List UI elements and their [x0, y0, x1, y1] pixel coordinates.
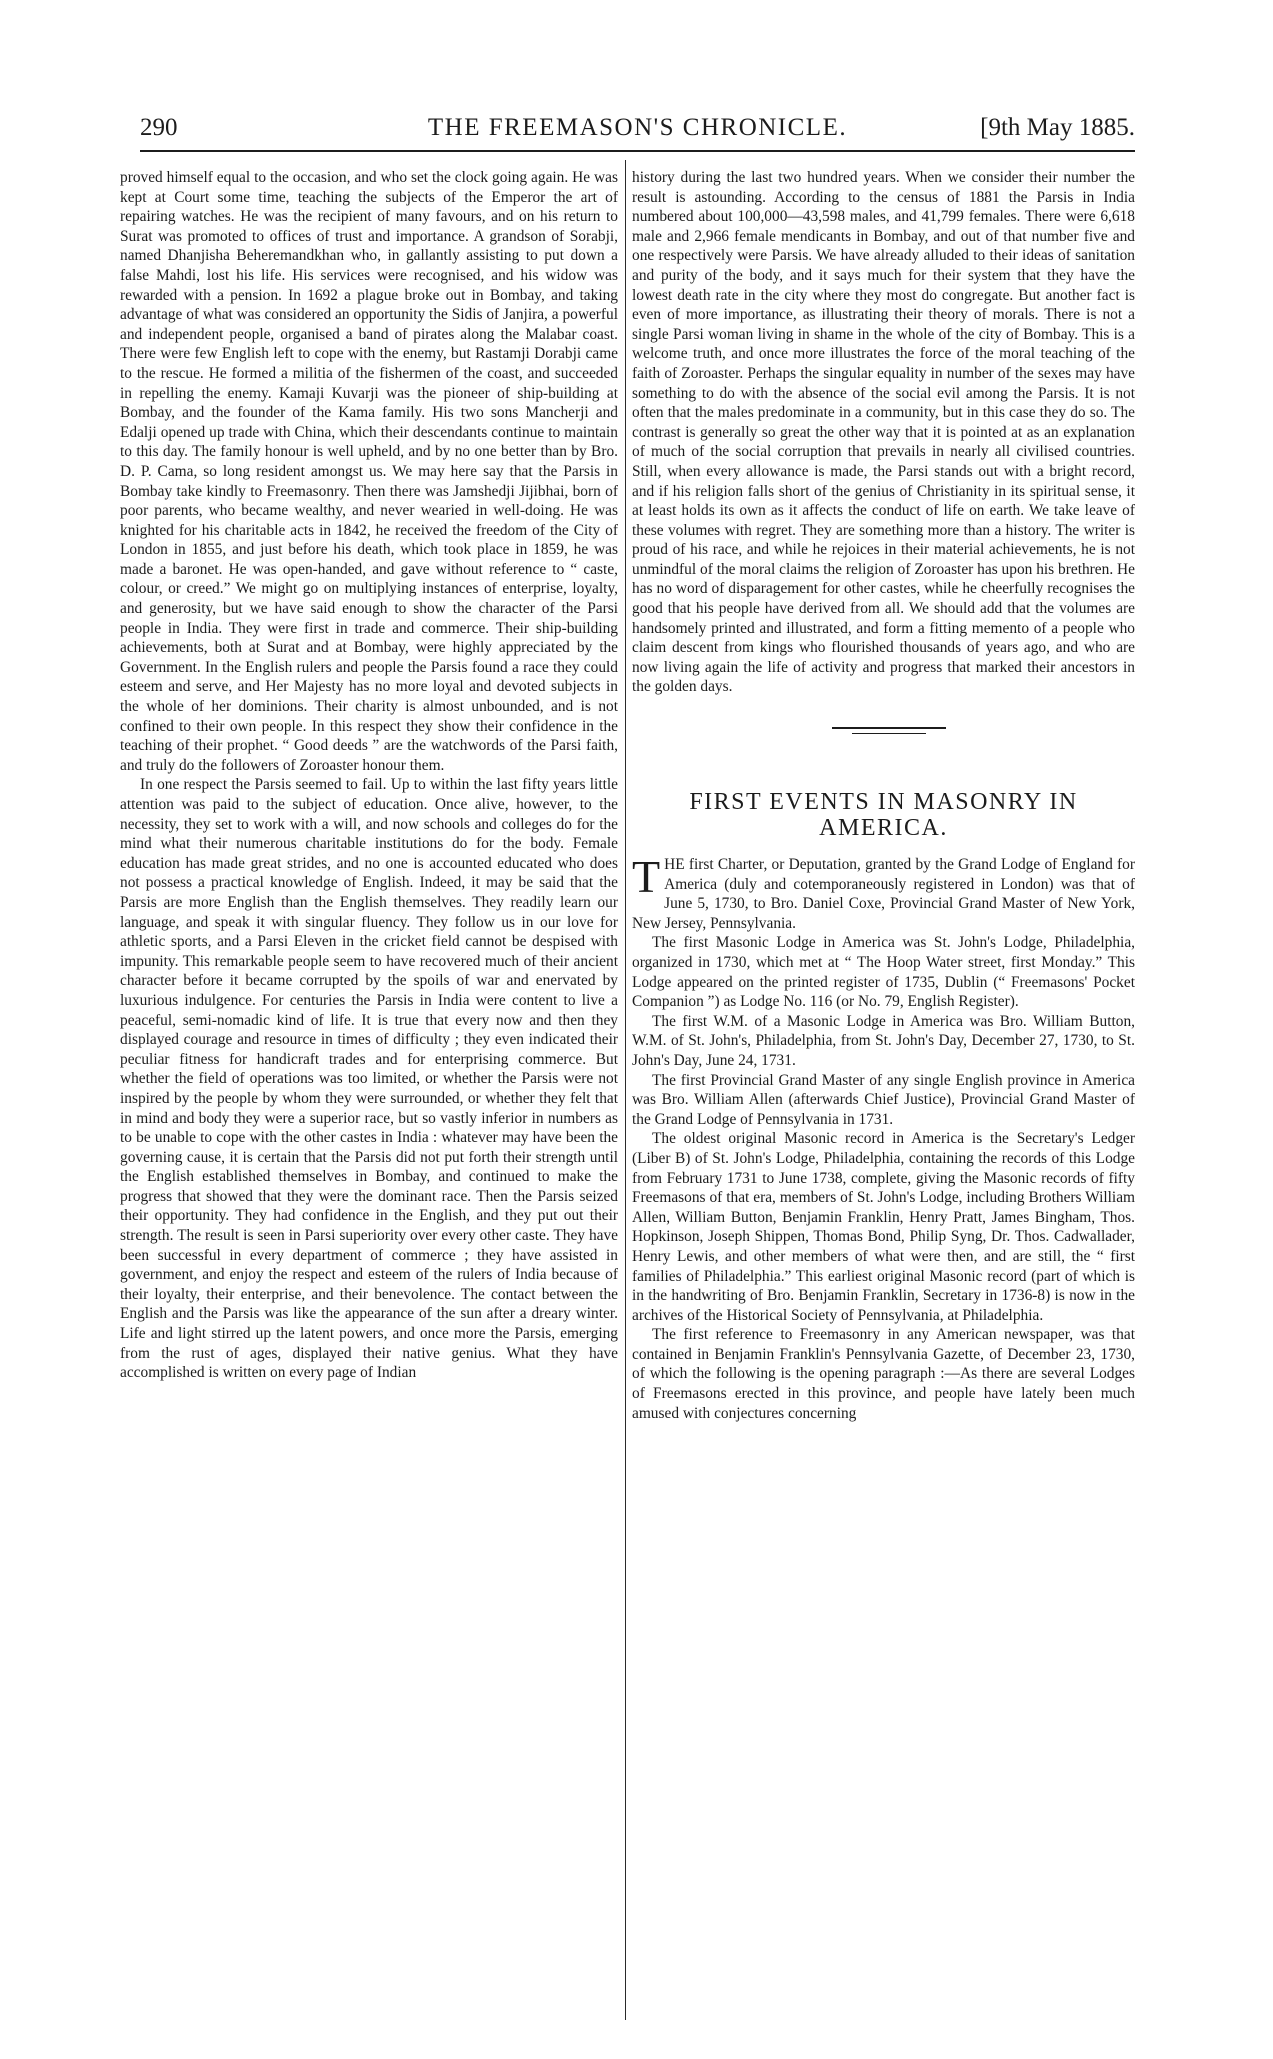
paragraph: In one respect the Parsis seemed to fail. Up to within the last fifty years little attention was paid to the subject of education. Once alive, however, to the necessity, they set to work with a will, and now schools and colleges do for the mind what their numerous charitable institutions do for the body. Female education has made great strides, and no one is accounted educated who does not possess a practical knowledge of English. Indeed, it may be said that the Parsis are more English than the English themselves. They readily learn our language, and speak it with singular fluency. They follow us in our love for athletic sports, and a Parsi Eleven in the cricket field cannot be despised with impunity. This remarkable people seem to have recovered much of their ancient character before it became corrupted by the spoils of war and enervated by luxurious indulgence. For centuries the Parsis in India were content to live a peaceful, semi-nomadic kind of life. It is true that every now and then they displayed courage and resource in times of difficulty ; they even indicated their peculiar fitness for handicraft trades and for enterprising commerce. But whether the field of operations was too limited, or whether the Parsis were not inspired by the people by whom they were surrounded, or whether they felt that in mind and body they were a superior race, but so vastly inferior in numbers as to be unable to cope with the other castes in India : whatever may have been the governing cause, it is certain that the Parsis did not put forth their strength until the English established themselves in Bombay, and continued to make the progress that showed that they were the dominant race. Then the Parsis seized their opportunity. They had confidence in the English, and they put out their strength. The result is seen in Parsi superiority over every other caste. They have been successful in every department of commerce ; they have assisted in government, and enjoy the respect and esteem of the rulers of India because of their loyalty, their enterprise, and their benevolence. The contact between the English and the Parsis was like the appearance of the sun after a dreary winter. Life and light stirred up the latent powers, and once more the Parsis, emerging from the rust of ages, displayed their native genius. What they have accomplished is written on every page of Indian [120, 776, 618, 1382]
section-separator [632, 697, 1135, 771]
page-header [140, 112, 1135, 152]
column-divider [625, 160, 626, 2020]
paragraph: proved himself equal to the occasion, and who set the clock going again. He was kept at Court some time, teaching the subjects of the Emperor the art of repairing watches. He was the recipient of many favours, and on his return to Surat was promoted to offices of trust and importance. A grandson of Sorabji, named Dhanjisha Beheremandkhan who, in gallantly assisting to put down a false Mahdi, lost his life. His services were recognised, and his widow was rewarded with a pension. In 1692 a plague broke out in Bombay, and taking advantage of what was considered an opportunity the Sidis of Janjira, a powerful and independent people, organised a band of pirates along the Malabar coast. There were few English left to cope with the enemy, but Rastamji Dorabji came to the rescue. He formed a militia of the fishermen of the coast, and succeeded in repelling the enemy. Kamaji Kuvarji was the pioneer of ship-building at Bombay, and the founder of the Kama family. His two sons Mancherji and Edalji opened up trade with China, which their descendants continue to maintain to this day. The family honour is well upheld, and by no one better than by Bro. D. P. Cama, so long resident amongst us. We may here say that the Parsis in Bombay take kindly to Freemasonry. Then there was Jamshedji Jijibhai, born of poor parents, who became wealthy, and never wearied in well-doing. He was knighted for his charitable acts in 1842, he received the freedom of the City of London in 1855, and just before his death, which took place in 1859, he was made a baronet. He was open-handed, and gave without reference to “ caste, colour, or creed.” We might go on multiplying instances of enterprise, loyalty, and generosity, but we have said enough to show the character of the Parsi people in India. They were first in trade and commerce. Their ship-building achievements, both at Surat and at Bombay, were highly appreciated by the Government. In the English rulers and people the Parsis found a race they could esteem and serve, and Her Majesty has no more loyal and devoted subjects in the whole of her dominions. Their charity is almost unbounded, and is not confined to their own people. In this respect they show their confidence in the teaching of their prophet. “ Good deeds ” are the watchwords of the Parsi faith, and truly do the followers of Zoroaster honour them. [120, 169, 618, 774]
paragraph: The first W.M. of a Masonic Lodge in America was Bro. William Button, W.M. of St. John's, Philadelphia, from St. John's Day, December 27, 1730, to St. John's Day, June 24, 1731. [632, 1012, 1135, 1069]
article-heading: FIRST EVENTS IN MASONRY IN AMERICA. [689, 789, 1078, 842]
first-paragraph-text: HE first Charter, or Deputation, granted by the Grand Lodge of England for America (duly and cotemporaneously registered in London) was that of June 5, 1730, to Bro. Daniel Coxe, Provincial Grand Master of New York, New Jersey, Pennsylvania. [632, 856, 1135, 932]
paragraph: The first Masonic Lodge in America was St. John's Lodge, Philadelphia, organized in 1730, which met at “ The Hoop Water street, first Monday.” This Lodge appeared on the printed register of 1735, Dublin (“ Freemasons' Pocket Companion ”) as Lodge No. 116 (or No. 79, English Register). [632, 934, 1135, 1011]
separator-rule [852, 733, 926, 734]
publication-title: THE FREEMASON'S CHRONICLE. [427, 114, 848, 141]
drop-cap: T [632, 851, 661, 903]
article-first-paragraph [632, 851, 1135, 933]
page-number: 290 [140, 114, 178, 141]
issue-date: [9th May 1885. [980, 114, 1135, 141]
paragraph: history during the last two hundred years. When we consider their number the result is astounding. According to the census of 1881 the Parsis in India numbered about 100,000—43,598 males, and 41,799 females. There were 6,618 male and 2,966 female mendicants in Bombay, and out of that number five and one respectively were Parsis. We have already alluded to their ideas of sanitation and purity of the body, and it says much for their system that they have the lowest death rate in the city where they most do congregate. But another fact is even of more importance, as illustrating their theory of morals. There is not a single Parsi woman living in shame in the whole of the city of Bombay. This is a welcome truth, and once more illustrates the force of the moral teaching of the faith of Zoroaster. Perhaps the singular equality in number of the sexes may have something to do with the absence of the social evil among the Parsis. It is not often that the males predominate in a community, but in this case they do so. The contrast is generally so great the other way that it is pointed at as an explanation of much of the social corruption that prevails in nearly all civilised countries. Still, when every allowance is made, the Parsi stands out with a bright record, and if his religion falls short of the genius of Christianity in its spiritual sense, it at least holds its own as it affects the conduct of life on earth. We take leave of these volumes with regret. They are something more than a history. The writer is proud of his race, and while he rejoices in their material achievements, he is not unmindful of the moral claims the religion of Zoroaster has upon his brethren. He has no word of disparagement for other castes, while he cheerfully recognises the good that his people have derived from all. We should add that the volumes are handsomely printed and illustrated, and form a fitting memento of a people who claim descent from kings who flourished thousands of years ago, and who are now living again the life of activity and progress that marked their ancestors in the golden days. [632, 169, 1135, 696]
right-column [632, 168, 1135, 2028]
paragraph: The first Provincial Grand Master of any single English province in America was Bro. William Allen (afterwards Chief Justice), Provincial Grand Master of the Grand Lodge of Pennsylvania in 1731. [632, 1071, 1135, 1128]
left-column [120, 168, 618, 2028]
paragraph: The oldest original Masonic record in America is the Secretary's Ledger (Liber B) of St. John's Lodge, Philadelphia, containing the records of this Lodge from February 1731 to June 1738, complete, giving the Masonic records of fifty Freemasons of that era, members of St. John's Lodge, including Brothers William Allen, William Button, Benjamin Franklin, Henry Pratt, James Bingham, Thos. Hopkinson, Joseph Shippen, Thomas Bond, Philip Syng, Dr. Thos. Cadwallader, Henry Lewis, and other members of what were then, and are still, the “ first families of Philadelphia.” This earliest original Masonic record (part of which is in the handwriting of Bro. Benjamin Franklin, Secretary in 1736-8) is now in the archives of the Historical Society of Pennsylvania, at Philadelphia. [632, 1130, 1135, 1324]
separator-rule [832, 727, 946, 729]
header-rule [140, 150, 1135, 152]
paragraph: The first reference to Freemasonry in any American newspaper, was that contained in Benjamin Franklin's Pennsylvania Gazette, of December 23, 1730, of which the following is the opening paragraph :—As there are several Lodges of Freemasons erected in this province, and people have lately been much amused with conjectures concerning [632, 1326, 1135, 1422]
